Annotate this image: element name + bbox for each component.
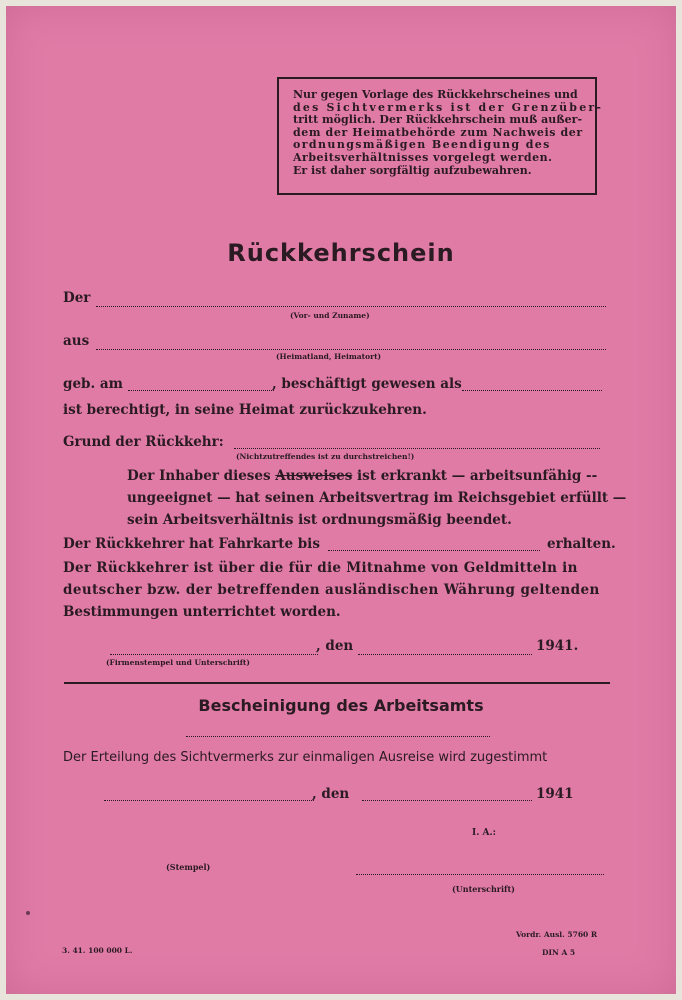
unterschrift-hint: (Unterschrift) xyxy=(452,884,515,894)
stempel-hint: (Stempel) xyxy=(166,862,211,872)
zustimmung-text: Der Erteilung des Sichtvermerks zur einmaligen Ausreise wird zugestimmt xyxy=(63,750,548,765)
geldmittel-line-2: deutscher bzw. der betreffenden ausländischen Währung geltenden xyxy=(63,582,600,598)
geldmittel-line-1: Der Rückkehrer ist über die für die Mitnahme von Geldmitteln in xyxy=(63,560,578,576)
geb-label: geb. am xyxy=(63,376,123,392)
notice-line: tritt möglich. Der Rückkehrschein muß außer- xyxy=(293,113,583,127)
beschaeftigt-label: , beschäftigt gewesen als xyxy=(272,376,462,392)
notice-line: Nur gegen Vorlage des Rückkehrscheines und xyxy=(293,88,578,101)
geb-field[interactable] xyxy=(128,390,274,391)
arbeitsamt-name-field[interactable] xyxy=(186,736,490,737)
grund-field[interactable] xyxy=(234,448,600,449)
firmenstempel-hint: (Firmenstempel und Unterschrift) xyxy=(106,658,250,667)
geldmittel-line-3: Bestimmungen unterrichtet worden. xyxy=(63,604,341,620)
der-field[interactable] xyxy=(96,306,606,307)
divider xyxy=(64,682,610,684)
beschaeftigt-field[interactable] xyxy=(462,390,602,391)
notice-line: dem der Heimatbehörde zum Nachweis der xyxy=(293,125,583,139)
struck-word: Ausweises xyxy=(275,468,353,484)
firmenstempel-field[interactable] xyxy=(110,654,318,655)
fahrkarte-field[interactable] xyxy=(328,550,540,551)
notice-line: Arbeitsverhältnisses vorgelegt werden. xyxy=(293,150,553,164)
unterschrift-field[interactable] xyxy=(356,874,604,875)
form-title: Rückkehrschein xyxy=(227,239,455,267)
arbeitsamt-heading: Bescheinigung des Arbeitsamts xyxy=(198,696,484,715)
date-field-2[interactable] xyxy=(362,800,532,801)
print-code: 3. 41. 100 000 L. xyxy=(62,946,133,955)
fahrkarte-label: Der Rückkehrer hat Fahrkarte bis xyxy=(63,536,320,552)
aus-label: aus xyxy=(63,333,90,349)
form-sheet xyxy=(6,6,676,994)
fahrkarte-post: erhalten. xyxy=(547,536,616,552)
grund-label: Grund der Rückkehr: xyxy=(63,434,224,450)
notice-line: ordnungsmäßigen Beendigung des xyxy=(293,138,551,152)
ort-field-2[interactable] xyxy=(104,800,314,801)
reason-line-2: ungeeignet — hat seinen Arbeitsvertrag im Reichsgebiet erfüllt — xyxy=(127,490,627,506)
den-label-1: , den xyxy=(316,638,354,654)
reason-line-3: sein Arbeitsverhältnis ist ordnungsmäßig beendet. xyxy=(127,512,512,528)
date-field-1[interactable] xyxy=(358,654,532,655)
year-1: 1941. xyxy=(536,638,579,654)
reason-line-1 xyxy=(127,468,597,484)
din-size: DIN A 5 xyxy=(542,948,576,957)
form-number: Vordr. Ausl. 5760 R xyxy=(516,930,598,939)
berechtigt-text: ist berechtigt, in seine Heimat zurückzukehren. xyxy=(63,402,427,418)
aus-field[interactable] xyxy=(96,349,606,350)
reason-text: ist erkrankt — arbeitsunfähig -- xyxy=(352,468,598,484)
der-label: Der xyxy=(63,290,91,306)
der-hint: (Vor- und Zuname) xyxy=(290,311,370,320)
ia-label: I. A.: xyxy=(472,828,496,838)
year-2: 1941 xyxy=(536,786,574,802)
notice-line: des Sichtvermerks ist der Grenzüber- xyxy=(293,100,604,114)
aus-hint: (Heimatland, Heimatort) xyxy=(276,352,382,361)
den-label-2: , den xyxy=(312,786,350,802)
grund-hint: (Nichtzutreffendes ist zu durchstreichen!) xyxy=(236,452,415,461)
notice-box xyxy=(277,77,604,195)
notice-line: Er ist daher sorgfältig aufzubewahren. xyxy=(293,163,532,177)
paper-blemish xyxy=(26,911,30,915)
reason-text: Der Inhaber dieses xyxy=(127,468,276,484)
